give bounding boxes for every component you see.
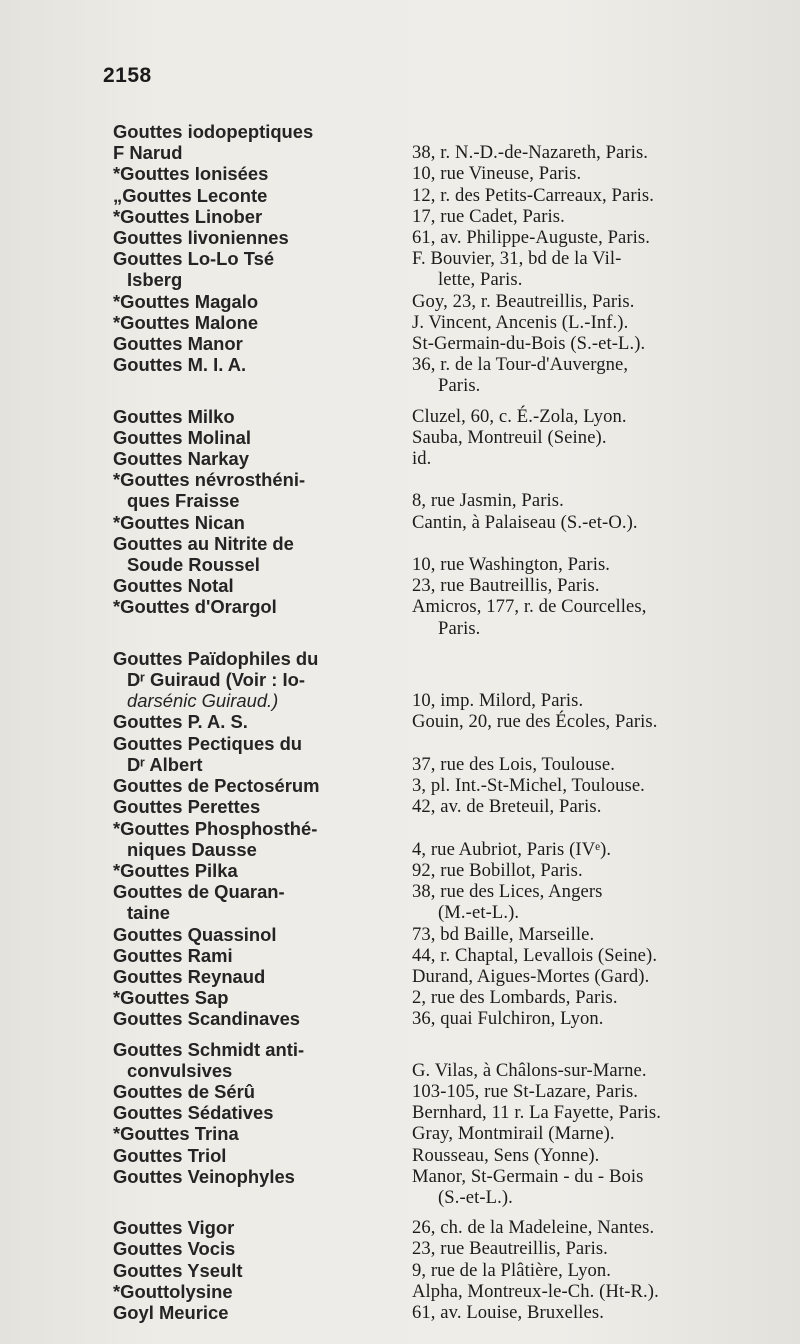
address-line: (S.-et-L.).	[438, 1186, 513, 1208]
product-name-line: *Gouttes Trina	[113, 1123, 239, 1145]
product-name-line: Gouttes Païdophiles du	[113, 647, 319, 669]
list-item	[113, 1123, 763, 1144]
product-name-line: Gouttes iodopeptiques	[113, 121, 314, 142]
product-name-line: *Gouttes Magalo	[113, 290, 259, 312]
product-address	[406, 469, 763, 511]
product-name-line: Gouttes Scandinaves	[113, 1008, 301, 1030]
product-address	[406, 291, 763, 312]
product-name	[113, 1081, 406, 1102]
product-name-line: *Gouttes Phosphosthé-	[113, 817, 318, 839]
address-line: 12, r. des Petits-Carreaux, Paris.	[412, 184, 654, 206]
product-address	[406, 711, 763, 732]
product-address	[406, 406, 763, 427]
product-name	[113, 596, 406, 617]
product-name-line: Gouttes Veinophyles	[113, 1165, 295, 1187]
list-item	[113, 596, 763, 638]
product-name	[113, 512, 406, 533]
product-name	[113, 796, 406, 817]
address-line: Paris.	[438, 617, 481, 639]
address-line: 10, imp. Milord, Paris.	[412, 690, 584, 712]
address-line: Bernhard, 11 r. La Fayette, Paris.	[412, 1102, 662, 1124]
product-name-line: Gouttes Yseult	[113, 1259, 243, 1281]
address-line: 36, r. de la Tour-d'Auvergne,	[412, 354, 629, 376]
product-name-line: Gouttes Reynaud	[113, 965, 266, 987]
product-address	[406, 818, 763, 860]
product-name-line: Gouttes Quassinol	[113, 923, 277, 945]
list-item	[113, 924, 763, 945]
list-item	[113, 966, 763, 987]
product-name-line: Gouttes Vigor	[113, 1217, 235, 1239]
list-item	[113, 1281, 763, 1302]
product-name-line: Gouttes Perettes	[113, 796, 261, 818]
product-name-line: Gouttes Narkay	[113, 448, 249, 470]
product-name	[113, 469, 406, 511]
list-item	[113, 248, 763, 290]
list-item	[113, 711, 763, 732]
product-name-line: „Gouttes Leconte	[113, 184, 268, 206]
address-line: J. Vincent, Ancenis (L.-Inf.).	[412, 311, 629, 333]
product-name	[113, 1102, 406, 1123]
product-name-line: Gouttes M. I. A.	[113, 354, 247, 376]
list-item	[113, 448, 763, 469]
product-address	[406, 966, 763, 987]
product-name-line: *Gouttes Sap	[113, 987, 229, 1009]
list-item	[113, 881, 763, 923]
product-address	[406, 775, 763, 796]
product-name	[113, 775, 406, 796]
list-item	[113, 1217, 763, 1238]
product-name-line: Dʳ Albert	[127, 753, 203, 775]
product-name-line: Gouttes Lo-Lo Tsé	[113, 248, 275, 270]
list-item	[113, 533, 763, 575]
list-item	[113, 206, 763, 227]
product-name-line: Gouttes au Nitrite de	[113, 532, 294, 554]
product-name-line: *Gouttes Linober	[113, 205, 263, 227]
list-item	[113, 354, 763, 396]
product-name	[113, 987, 406, 1008]
address-line: 10, rue Vineuse, Paris.	[412, 163, 582, 185]
product-name	[113, 1145, 406, 1166]
product-name	[113, 1008, 406, 1029]
address-line: 4, rue Aubriot, Paris (IVᵉ).	[412, 838, 612, 860]
list-item	[113, 1166, 763, 1208]
list-item	[113, 333, 763, 354]
product-name	[113, 818, 406, 860]
product-name-line: Gouttes Milko	[113, 405, 235, 427]
address-line: 38, r. N.-D.-de-Nazareth, Paris.	[412, 142, 649, 164]
list-item	[113, 987, 763, 1008]
product-address	[406, 1302, 763, 1323]
product-name-line: Gouttes Molinal	[113, 426, 251, 448]
list-item	[113, 406, 763, 427]
product-address	[406, 448, 763, 469]
product-name-line: Gouttes P. A. S.	[113, 711, 248, 733]
product-name	[113, 733, 406, 775]
list-item	[113, 818, 763, 860]
product-name	[113, 711, 406, 732]
list-item	[113, 1145, 763, 1166]
address-line: 44, r. Chaptal, Levallois (Seine).	[412, 944, 658, 966]
product-address	[406, 1039, 763, 1081]
address-line: Gouin, 20, rue des Écoles, Paris.	[412, 711, 658, 733]
product-name-line: Dʳ Guiraud (Voir : Io-	[127, 669, 305, 691]
product-name-line: *Gouttes névrosthéni-	[113, 469, 306, 491]
product-name	[113, 966, 406, 987]
address-line: 10, rue Washington, Paris.	[412, 554, 611, 576]
product-name	[113, 163, 406, 184]
product-name-line: Goyl Meurice	[113, 1301, 229, 1323]
product-address	[406, 533, 763, 575]
list-item	[113, 121, 763, 142]
product-name	[113, 1166, 406, 1187]
address-line: 9, rue de la Plâtière, Lyon.	[412, 1259, 612, 1281]
address-line: 8, rue Jasmin, Paris.	[412, 490, 564, 512]
product-name	[113, 248, 406, 290]
product-name-line: *Gouttes Ionisées	[113, 163, 269, 185]
address-line: lette, Paris.	[438, 269, 523, 291]
product-name	[113, 1260, 406, 1281]
product-name	[113, 1238, 406, 1259]
product-name-line: niques Dausse	[127, 838, 257, 860]
product-name-line: Gouttes livoniennes	[113, 227, 289, 249]
product-address	[406, 945, 763, 966]
list-item	[113, 1039, 763, 1081]
address-line: Durand, Aigues-Mortes (Gard).	[412, 965, 650, 987]
list-item	[113, 796, 763, 817]
list-item	[113, 648, 763, 712]
list-item	[113, 185, 763, 206]
list-item	[113, 860, 763, 881]
list-item	[113, 512, 763, 533]
product-address	[406, 924, 763, 945]
product-name	[113, 533, 406, 575]
product-name	[113, 227, 406, 248]
product-name	[113, 206, 406, 227]
address-line: 2, rue des Lombards, Paris.	[412, 987, 618, 1009]
entries-list	[113, 121, 763, 1323]
product-name	[113, 860, 406, 881]
product-name-line: Gouttes Rami	[113, 944, 233, 966]
product-address	[406, 596, 763, 638]
list-item	[113, 163, 763, 184]
product-name-line: *Gouttes Malone	[113, 311, 259, 333]
address-line: 38, rue des Lices, Angers	[412, 881, 603, 903]
product-name	[113, 333, 406, 354]
product-name-line: *Gouttes d'Orargol	[113, 596, 277, 618]
list-item	[113, 227, 763, 248]
product-address	[406, 427, 763, 448]
product-name	[113, 1217, 406, 1238]
product-name-line: Isberg	[127, 269, 183, 291]
address-line: St-Germain-du-Bois (S.-et-L.).	[412, 333, 646, 355]
address-line: 37, rue des Lois, Toulouse.	[412, 753, 615, 775]
product-address	[406, 1166, 763, 1208]
address-line: Paris.	[438, 375, 481, 397]
address-line: Alpha, Montreux-le-Ch. (Ht-R.).	[412, 1280, 659, 1302]
list-item	[113, 575, 763, 596]
address-line: Goy, 23, r. Beautreillis, Paris.	[412, 290, 635, 312]
product-name	[113, 406, 406, 427]
product-name-line: Gouttes Triol	[113, 1144, 227, 1166]
address-line: (M.-et-L.).	[438, 902, 520, 924]
product-name	[113, 185, 406, 206]
product-name	[113, 648, 406, 712]
address-line: Cantin, à Palaiseau (S.-et-O.).	[412, 511, 638, 533]
address-line: id.	[412, 448, 432, 470]
address-line: 92, rue Bobillot, Paris.	[412, 859, 583, 881]
product-name-line: Gouttes Schmidt anti-	[113, 1038, 305, 1060]
list-item	[113, 1260, 763, 1281]
product-address	[406, 796, 763, 817]
product-name-line: Gouttes Vocis	[113, 1238, 236, 1260]
product-address	[406, 142, 763, 163]
list-item	[113, 142, 763, 163]
product-name-line: convulsives	[127, 1059, 233, 1081]
product-name-line: Soude Roussel	[127, 554, 260, 576]
product-name-line: Gouttes Sédatives	[113, 1102, 274, 1124]
product-address	[406, 881, 763, 923]
list-item	[113, 1102, 763, 1123]
list-item	[113, 1081, 763, 1102]
product-name	[113, 945, 406, 966]
product-name-line: Gouttes de Pectosérum	[113, 775, 320, 797]
list-item	[113, 1008, 763, 1029]
address-line: 17, rue Cadet, Paris.	[412, 205, 565, 227]
address-line: G. Vilas, à Châlons-sur-Marne.	[412, 1059, 647, 1081]
address-line: Manor, St-Germain - du - Bois	[412, 1165, 644, 1187]
product-name-line: taine	[127, 902, 170, 924]
list-item	[113, 1238, 763, 1259]
address-line: Gray, Montmirail (Marne).	[412, 1123, 615, 1145]
product-address	[406, 733, 763, 775]
product-name	[113, 354, 406, 375]
product-address	[406, 1123, 763, 1144]
product-address	[406, 1102, 763, 1123]
list-item	[113, 291, 763, 312]
product-address	[406, 206, 763, 227]
product-name	[113, 448, 406, 469]
address-line: 103-105, rue St-Lazare, Paris.	[412, 1080, 639, 1102]
product-address	[406, 1217, 763, 1238]
product-name	[113, 1039, 406, 1081]
address-line: 3, pl. Int.-St-Michel, Toulouse.	[412, 775, 645, 797]
product-name	[113, 1123, 406, 1144]
product-name-line: Gouttes de Quaran-	[113, 881, 285, 903]
product-name	[113, 427, 406, 448]
product-name-line: Gouttes Pectiques du	[113, 732, 303, 754]
product-name-line: *Gouttes Pilka	[113, 859, 238, 881]
address-line: 36, quai Fulchiron, Lyon.	[412, 1008, 604, 1030]
product-address	[406, 312, 763, 333]
product-name-line: Gouttes Notal	[113, 575, 234, 597]
product-name	[113, 142, 406, 163]
product-name	[113, 121, 406, 142]
product-address	[406, 1238, 763, 1259]
product-name	[113, 1281, 406, 1302]
address-line: 23, rue Bautreillis, Paris.	[412, 575, 600, 597]
address-line: 61, av. Philippe-Auguste, Paris.	[412, 227, 651, 249]
address-line: Amicros, 177, r. de Courcelles,	[412, 596, 647, 618]
product-name	[113, 1302, 406, 1323]
product-name-line: Gouttes Manor	[113, 333, 243, 355]
address-line: F. Bouvier, 31, bd de la Vil-	[412, 248, 622, 270]
product-address	[406, 354, 763, 396]
address-line: 23, rue Beautreillis, Paris.	[412, 1238, 608, 1260]
product-name-line: darsénic Guiraud.)	[127, 690, 279, 712]
product-address	[406, 860, 763, 881]
product-name-line: *Gouttolysine	[113, 1280, 233, 1302]
product-address	[406, 512, 763, 533]
list-item	[113, 775, 763, 796]
address-line: 61, av. Louise, Bruxelles.	[412, 1301, 604, 1323]
product-name	[113, 924, 406, 945]
list-item	[113, 1302, 763, 1323]
product-address	[406, 163, 763, 184]
list-item	[113, 945, 763, 966]
product-address	[406, 987, 763, 1008]
product-address	[406, 333, 763, 354]
address-line: 73, bd Baille, Marseille.	[412, 923, 595, 945]
list-item	[113, 312, 763, 333]
product-name	[113, 881, 406, 923]
product-address	[406, 1008, 763, 1029]
product-name	[113, 291, 406, 312]
product-address	[406, 227, 763, 248]
address-line: Rousseau, Sens (Yonne).	[412, 1144, 600, 1166]
product-name-line: F Narud	[113, 142, 183, 164]
list-item	[113, 427, 763, 448]
product-address	[406, 1260, 763, 1281]
page-number: 2158	[103, 64, 152, 87]
address-line: 42, av. de Breteuil, Paris.	[412, 796, 602, 818]
product-address	[406, 648, 763, 712]
list-item	[113, 733, 763, 775]
address-line: 26, ch. de la Madeleine, Nantes.	[412, 1217, 655, 1239]
address-line: Sauba, Montreuil (Seine).	[412, 426, 607, 448]
product-name-line: ques Fraisse	[127, 490, 240, 512]
product-name	[113, 575, 406, 596]
product-address	[406, 1281, 763, 1302]
product-name-line: Gouttes de Sérû	[113, 1080, 256, 1102]
product-name-line: *Gouttes Nican	[113, 511, 245, 533]
product-address	[406, 575, 763, 596]
list-item	[113, 469, 763, 511]
address-line: Cluzel, 60, c. É.-Zola, Lyon.	[412, 405, 627, 427]
product-address	[406, 1145, 763, 1166]
product-address	[406, 1081, 763, 1102]
product-address	[406, 248, 763, 290]
product-name	[113, 312, 406, 333]
product-address	[406, 185, 763, 206]
